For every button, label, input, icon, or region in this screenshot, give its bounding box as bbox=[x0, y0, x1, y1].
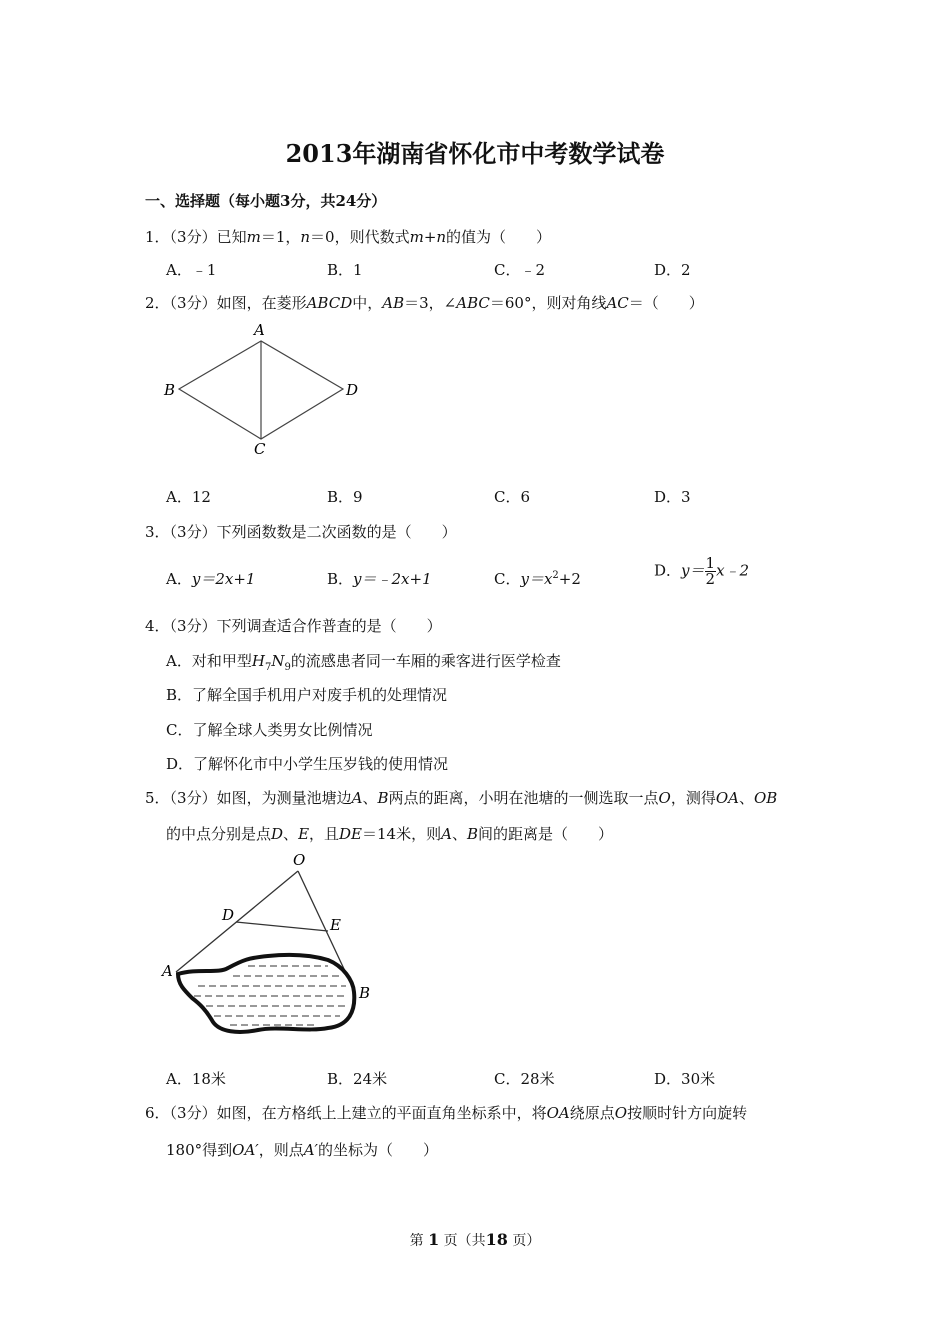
page-footer: 第 1 页（共18 页） bbox=[409, 1230, 541, 1249]
question-4: 4．（3分）下列调查适合作普查的是（ ） bbox=[145, 617, 442, 635]
question-6-line-1: 6．（3分）如图，在方格纸上上建立的平面直角坐标系中，将OA绕原点O按顺时针方向旋转 bbox=[145, 1104, 748, 1122]
question-6-line-2: 180°得到OA′，则点A′的坐标为（ ） bbox=[166, 1141, 438, 1159]
q5-option-c: C．28米 bbox=[494, 1070, 555, 1088]
question-5-line-1: 5．（3分）如图，为测量池塘边A、B两点的距离，小明在池塘的一侧选取一点O，测得OA、OB bbox=[145, 789, 778, 807]
rhombus-figure bbox=[155, 318, 375, 458]
label-b: B bbox=[359, 984, 371, 1002]
q3-option-c: C．$y=x^2+2$ bbox=[494, 570, 581, 588]
q5-option-d: D．30米 bbox=[654, 1070, 716, 1088]
label-a: A bbox=[254, 321, 265, 339]
q4-option-d: D．了解怀化市中小学生压岁钱的使用情况 bbox=[166, 755, 449, 773]
q3-option-a: A．y＝2x+1 bbox=[166, 570, 256, 588]
page-title: 2013年湖南省怀化市中考数学试卷 bbox=[285, 139, 665, 168]
label-c: C bbox=[254, 440, 266, 458]
q5-option-a: A．18米 bbox=[166, 1070, 226, 1088]
q1-option-a: A．﹣1 bbox=[166, 261, 217, 279]
q1-option-b: B．1 bbox=[327, 261, 363, 279]
question-3: 3．（3分）下列函数数是二次函数的是（ ） bbox=[145, 523, 457, 541]
label-a: A bbox=[162, 962, 173, 980]
line-de bbox=[236, 922, 328, 931]
q2-option-b: B．9 bbox=[327, 488, 363, 506]
q1-option-d: D．2 bbox=[654, 261, 691, 279]
q2-option-c: C．6 bbox=[494, 488, 531, 506]
q2-option-d: D．3 bbox=[654, 488, 691, 506]
label-d: D bbox=[346, 381, 359, 399]
fraction-half: $\frac{1}{2}$ bbox=[705, 554, 716, 588]
q4-option-c: C．了解全球人类男女比例情况 bbox=[166, 721, 373, 739]
q3-option-d: D．y＝ $\frac{1}{2}$ x﹣2 bbox=[654, 554, 750, 588]
pond-figure bbox=[158, 850, 398, 1050]
section-heading: 一、选择题（每小题3分，共24分） bbox=[145, 192, 387, 210]
label-b: B bbox=[164, 381, 176, 399]
label-e: E bbox=[330, 916, 341, 934]
label-d: D bbox=[222, 906, 235, 924]
label-o: O bbox=[293, 851, 306, 869]
question-1: 1．（3分）已知m＝1，n＝0，则代数式m+n的值为（ ） bbox=[145, 228, 552, 246]
question-2: 2．（3分）如图，在菱形ABCD中，AB＝3，∠ABC＝60°，则对角线AC＝（ ） bbox=[145, 294, 704, 312]
q1-option-c: C．﹣2 bbox=[494, 261, 546, 279]
current-page: 1 bbox=[428, 1230, 440, 1249]
q2-option-a: A．12 bbox=[166, 488, 211, 506]
total-pages: 18 bbox=[485, 1230, 508, 1249]
q4-option-b: B．了解全国手机用户对废手机的处理情况 bbox=[166, 686, 448, 704]
question-5-line-2: 的中点分别是点D、E，且DE＝14米，则A、B间的距离是（ ） bbox=[166, 825, 614, 843]
q5-option-b: B．24米 bbox=[327, 1070, 388, 1088]
q4-option-a: A．对和甲型$H_7N_9$的流感患者同一车厢的乘客进行医学检查 bbox=[166, 652, 561, 673]
q3-option-b: B．y＝﹣2x+1 bbox=[327, 570, 432, 588]
